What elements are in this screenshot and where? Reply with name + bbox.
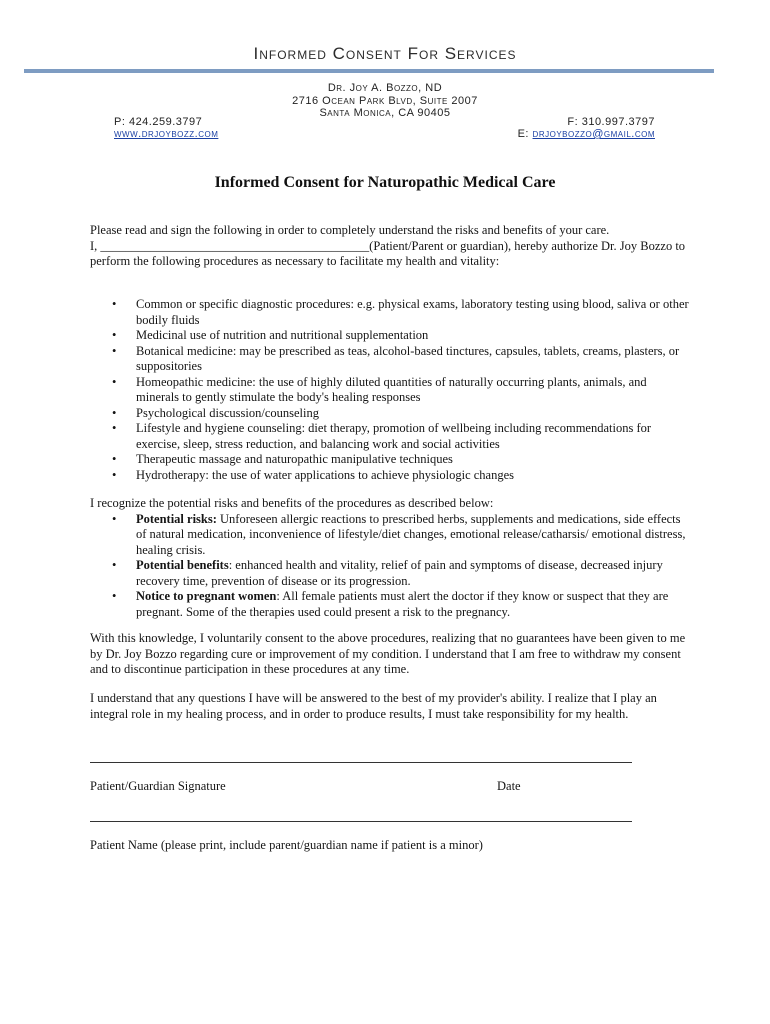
risk-label: Notice to pregnant women: [136, 589, 277, 603]
document-title: Informed Consent for Naturopathic Medical Care: [214, 174, 556, 191]
list-item: • Lifestyle and hygiene counseling: diet therapy, promotion of wellbeing including recommendations for exercise, sleep, stress reduction, and balancing work and social activities: [90, 421, 690, 452]
address-line-2: Santa Monica, CA 90405: [319, 107, 451, 119]
fax-number: F: 310.997.3797: [567, 116, 655, 128]
risks-intro: I recognize the potential risks and benefits of the procedures as described below:: [90, 496, 494, 510]
procedures-list: [90, 297, 690, 483]
signature-label: Patient/Guardian Signature: [90, 779, 226, 793]
date-label: Date: [497, 779, 521, 793]
email-prefix: E:: [517, 128, 529, 140]
header-divider: [24, 69, 714, 73]
print-name-line[interactable]: [90, 821, 632, 822]
list-item: • Common or specific diagnostic procedures: e.g. physical exams, laboratory testing using blood, saliva or other bodily fluids: [90, 297, 690, 328]
responsibility-paragraph: I understand that any questions I have will be answered to the best of my provider's ability. I realize that I play an integral role in my healing process, and in order to produce results, I must take responsibility for my health.: [90, 691, 657, 721]
list-item: • Psychological discussion/counseling: [90, 406, 690, 422]
risk-text: : All female patients must alert the doctor if they know or suspect that they are pregnant. Some of the therapies used could present a risk to the pregnancy.: [136, 589, 669, 619]
email-line: [518, 128, 655, 140]
risks-list: [90, 512, 690, 621]
list-item: [90, 512, 690, 559]
list-item: • Hydrotherapy: the use of water applications to achieve physiologic changes: [90, 468, 690, 484]
list-item: • Medicinal use of nutrition and nutritional supplementation: [90, 328, 690, 344]
list-item: [90, 589, 690, 620]
consent-paragraph: With this knowledge, I voluntarily consent to the above procedures, realizing that no guarantees have been given to me by Dr. Joy Bozzo regarding cure or improvement of my condition. I understand that I am free to withdraw my consent and to discontinue participation in these procedures at any time.: [90, 631, 686, 676]
phone-number: P: 424.259.3797: [114, 116, 203, 128]
risks-block: [90, 496, 690, 620]
website-link[interactable]: www.drjoybozz.com: [114, 128, 219, 140]
list-item: • Botanical medicine: may be prescribed as teas, alcohol-based tinctures, capsules, tablets, creams, plasters, or suppositories: [90, 344, 690, 375]
doctor-name: Dr. Joy A. Bozzo, ND: [327, 82, 443, 94]
signature-line[interactable]: [90, 762, 632, 763]
risk-label: Potential risks:: [136, 511, 217, 526]
procedures-block: [90, 297, 690, 483]
letterhead-title: Informed Consent For Services: [253, 44, 517, 63]
address-line-1: 2716 Ocean Park Blvd, Suite 2007: [292, 95, 478, 107]
list-item: • Homeopathic medicine: the use of highly diluted quantities of naturally occurring plants, animals, and minerals to gently stimulate the body's healing responses: [90, 375, 690, 406]
risk-text: Unforeseen allergic reactions to prescribed herbs, supplements and medications, side effects of natural medication, inconvenience of lifestyle/diet changes, emotional release/catharsis/ emotional distress, healing crisis.: [136, 511, 686, 557]
website-link-wrap: [114, 128, 218, 140]
risk-text: : enhanced health and vitality, relief of pain and symptoms of disease, decreased injury recovery time, prevention of disease or its progression.: [136, 558, 663, 588]
print-name-label: Patient Name (please print, include parent/guardian name if patient is a minor): [90, 838, 483, 852]
risk-label: Potential benefits: [136, 558, 229, 572]
list-item: • Therapeutic massage and naturopathic manipulative techniques: [90, 452, 690, 468]
email-link[interactable]: drjoybozzo@gmail.com: [532, 128, 655, 140]
list-item: [90, 558, 690, 589]
authorize-text: I, ___________________________________________(Patient/Parent or guardian), hereby authorize Dr. Joy Bozzo to perform the following procedures as necessary to facilitate my health and vitality:: [90, 238, 686, 268]
intro-text: Please read and sign the following in order to completely understand the risks and benefits of your care.: [90, 223, 610, 237]
intro-block: [90, 223, 690, 270]
